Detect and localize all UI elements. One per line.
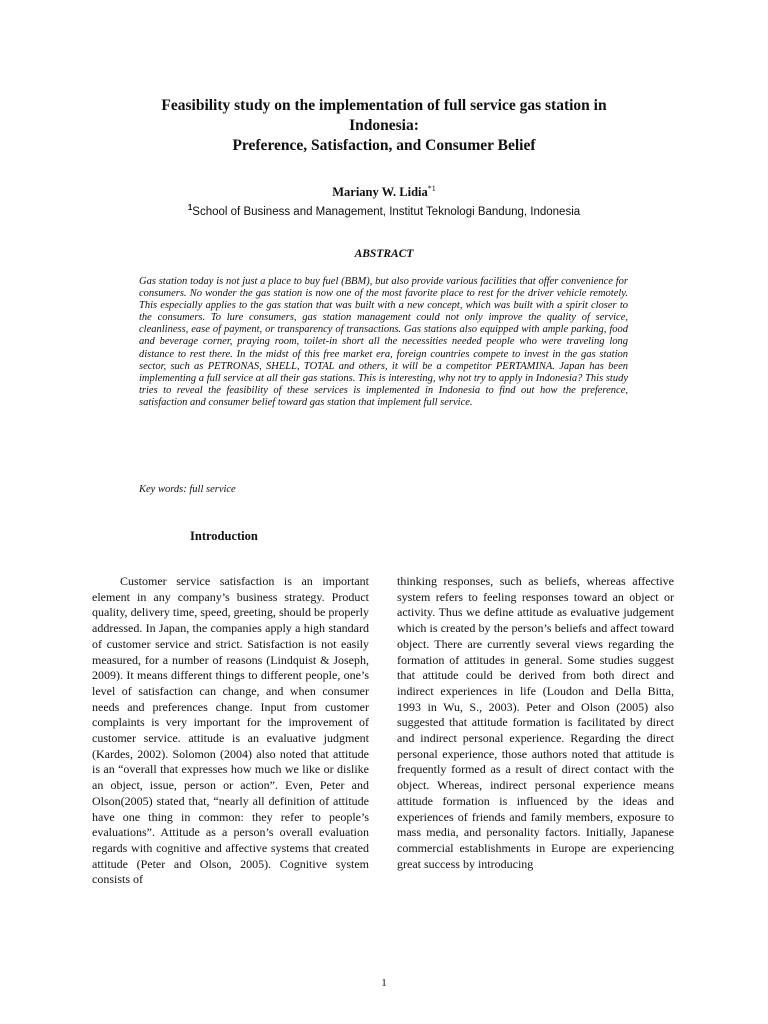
body-column-right: thinking responses, such as beliefs, whereas affective system refers to feeling responses toward an object or activity. Thus we define attitude as evaluative judgement which is created by the person’s beliefs and affect toward object. There are currently several views regarding the formation of attitudes in general. Some studies suggest that attitude could be derived from both direct and indirect experiences in life (Loudon and Della Bitta, 1993 in Wu, S., 2003). Peter and Olson (2005) also suggested that attitude formation is facilitated by direct and indirect personal experience. Regarding the direct personal experience, those authors noted that attitude is frequently formed as a result of direct contact with the object. Whereas, indirect personal experience means attitude formation is influenced by the ideas and experiences of friends and family members, exposure to mass media, and personality factors. Initially, Japanese commercial establishments in Europe are experiencing great success by introducing (397, 574, 674, 871)
author-name: Mariany W. Lidia (332, 185, 428, 200)
title-line-1: Feasibility study on the implementation of full service gas station in (161, 97, 607, 114)
title-line-2: Indonesia: (349, 117, 419, 134)
abstract-heading: ABSTRACT (354, 248, 414, 260)
title-line-3: Preference, Satisfaction, and Consumer Belief (232, 137, 536, 154)
affiliation (100, 200, 668, 220)
paper-title (100, 96, 668, 156)
affiliation-mark: 1 (187, 203, 193, 212)
affiliation-text: School of Business and Management, Institut Teknologi Bandung, Indonesia (192, 205, 581, 218)
abstract-body: Gas station today is not just a place to buy fuel (BBM), but also provide various facilities that offer convenience for consumers. No wonder the gas station is now one of the most favorite place to rest for the driver vehicle remotely. This especially applies to the gas station that was built with a new concept, which was built with a spirit closer to the consumers. To lure consumers, gas station management could not only improve the quality of service, cleanliness, ease of payment, or transparency of transactions. Gas stations also equipped with ample parking, food and beverage corner, praying room, toilet-in short all the necessities needed people who were traveling long distance to rest there. In the midst of this free market era, foreign countries compete to invest in the gas station sector, such as PETRONAS, SHELL, TOTAL and others, it will be a competitor PERTAMINA. Japan has been implementing a full service at all their gas stations. This is interesting, why not try to apply in Indonesia? This study tries to reveal the feasibility of these services is implemented in Indonesia to find out how the preference, satisfaction and consumer belief toward gas station that implement full service. (139, 276, 628, 408)
introduction-heading: Introduction (190, 529, 258, 543)
page-number: 1 (381, 977, 387, 989)
keywords: Key words: full service (139, 484, 236, 495)
author-mark: *1 (427, 184, 436, 193)
body-column-left: Customer service satisfaction is an important element in any company’s business strategy. Product quality, delivery time, speed, greeting, should be properly addressed. In Japan, the companies apply a high standard of customer service and strict. Satisfaction is not easily measured, for a number of reasons (Lindquist & Joseph, 2009). It means different things to different people, one’s level of satisfaction can change, and when consumer needs and preferences change. Input from customer complaints is very important for the improvement of customer service. attitude is an evaluative judgment (Kardes, 2002). Solomon (2004) also noted that attitude is an “overall that expresses how much we like or dislike an object, issue, person or action”. Even, Peter and Olson(2005) stated that, “nearly all definition of attitude have one thing in common: they refer to people’s evaluations”. Attitude as a person’s overall evaluation regards with cognitive and affective systems that created attitude (Peter and Olson, 2005). Cognitive system consists of (92, 574, 369, 887)
author-line (100, 181, 668, 200)
